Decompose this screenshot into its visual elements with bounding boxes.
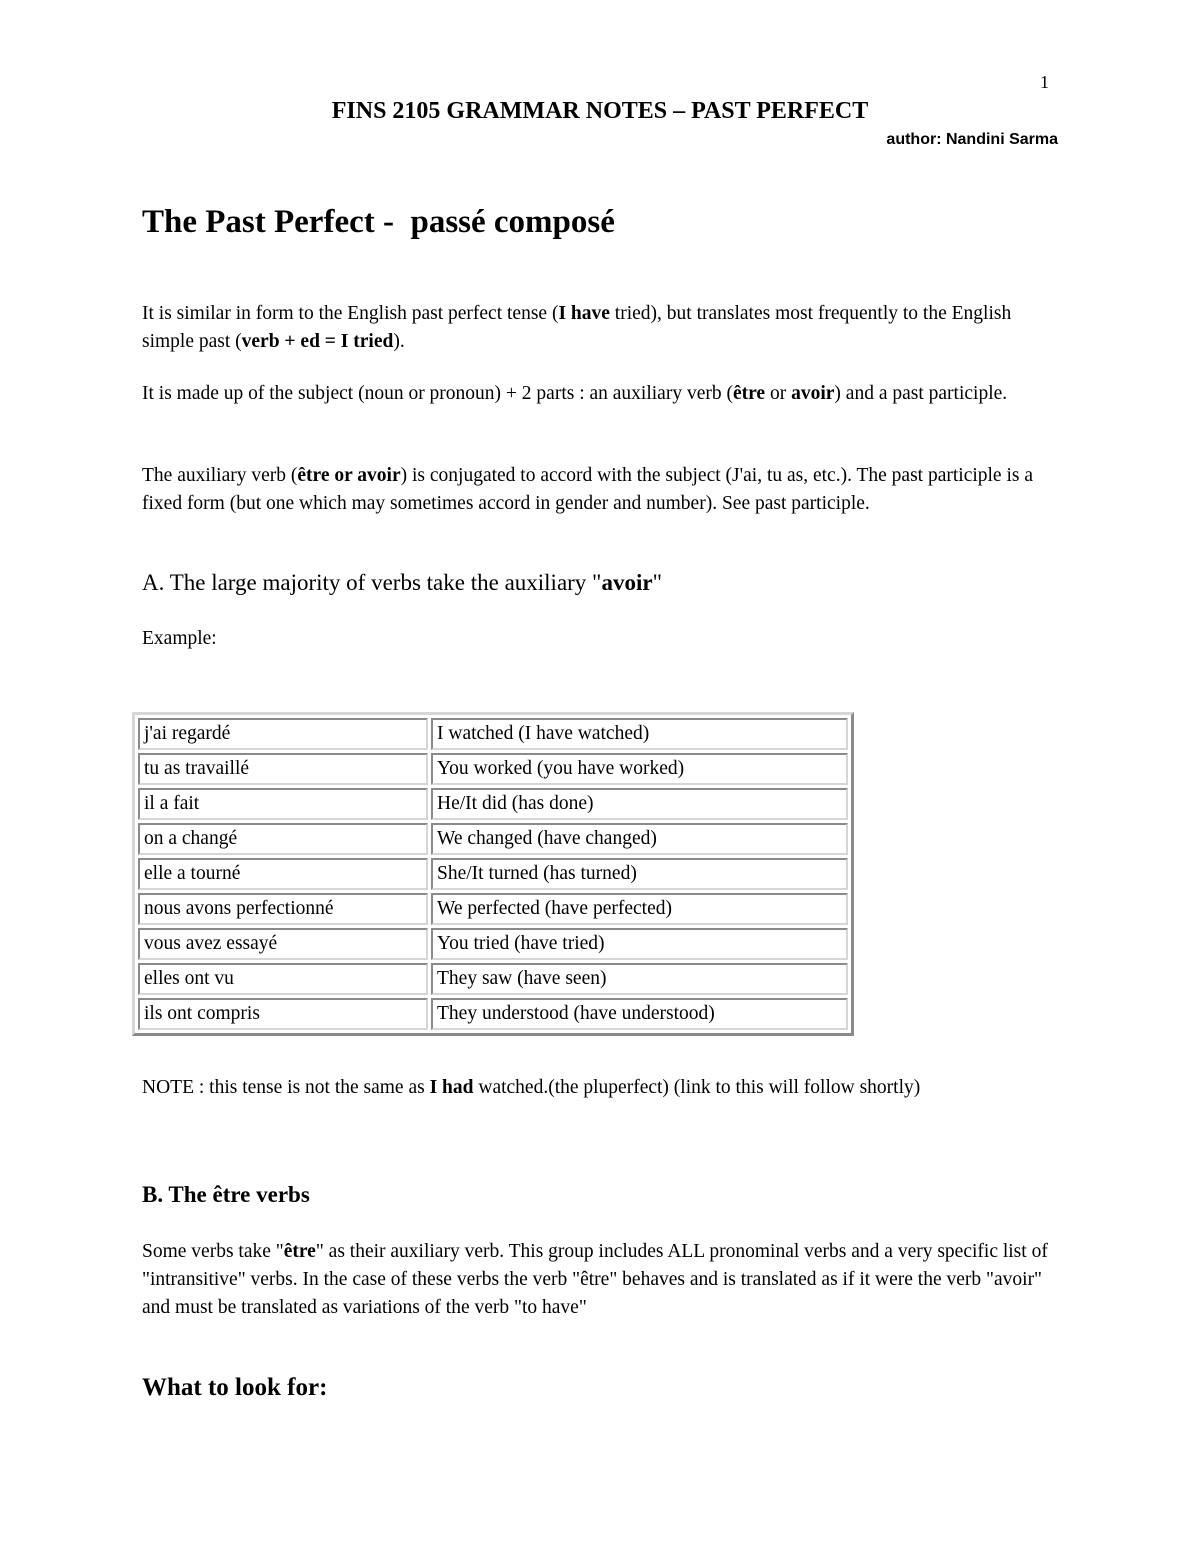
- english-translation-cell: They understood (have understood): [431, 998, 848, 1030]
- english-translation-cell: You worked (you have worked): [431, 753, 848, 785]
- english-translation-cell: We perfected (have perfected): [431, 893, 848, 925]
- french-form-cell: on a changé: [138, 823, 428, 855]
- french-form-cell: ils ont compris: [138, 998, 428, 1030]
- table-row: [138, 823, 848, 855]
- english-translation-cell: I watched (I have watched): [431, 718, 848, 750]
- author-line: author: Nandini Sarma: [886, 131, 1058, 148]
- french-form-cell: j'ai regardé: [138, 718, 428, 750]
- french-form-cell: nous avons perfectionné: [138, 893, 428, 925]
- section-b-paragraph: Some verbs take "être" as their auxiliary verb. This group includes ALL pronominal verbs and a very specific list of "intransitive" verbs. In the case of these verbs the verb "être" behaves and is translated as if it were the verb "avoir" and must be translated as variations of the verb "to have": [142, 1241, 1048, 1318]
- table-row: [138, 788, 848, 820]
- english-translation-cell: They saw (have seen): [431, 963, 848, 995]
- english-translation-cell: She/It turned (has turned): [431, 858, 848, 890]
- section-a-heading: A. The large majority of verbs take the auxiliary "avoir": [142, 570, 662, 595]
- example-label: Example:: [142, 628, 217, 649]
- english-translation-cell: You tried (have tried): [431, 928, 848, 960]
- what-to-look-for-heading: What to look for:: [142, 1374, 328, 1401]
- intro-paragraph-2: It is made up of the subject (noun or pronoun) + 2 parts : an auxiliary verb (être or avoir) and a past participle.: [142, 383, 1008, 404]
- french-form-cell: tu as travaillé: [138, 753, 428, 785]
- intro-paragraph-1: It is similar in form to the English past perfect tense (I have tried), but translates most frequently to the English simple past (verb + ed = I tried).: [142, 303, 1012, 352]
- section-b-heading: B. The être verbs: [142, 1182, 310, 1207]
- french-form-cell: il a fait: [138, 788, 428, 820]
- table-row: [138, 963, 848, 995]
- french-form-cell: vous avez essayé: [138, 928, 428, 960]
- page-title: The Past Perfect - passé composé: [142, 204, 615, 240]
- french-form-cell: elle a tourné: [138, 858, 428, 890]
- table-row: [138, 753, 848, 785]
- note-paragraph: NOTE : this tense is not the same as I had watched.(the pluperfect) (link to this will follow shortly): [142, 1077, 921, 1098]
- page-number: 1: [1040, 72, 1049, 92]
- table-row: [138, 893, 848, 925]
- english-translation-cell: He/It did (has done): [431, 788, 848, 820]
- intro-paragraph-3: The auxiliary verb (être or avoir) is conjugated to accord with the subject (J'ai, tu as, etc.). The past participle is a fixed form (but one which may sometimes accord in gender and number). See past participle.: [142, 465, 1033, 514]
- table-row: [138, 858, 848, 890]
- table-row: [138, 998, 848, 1030]
- english-translation-cell: We changed (have changed): [431, 823, 848, 855]
- table-row: [138, 718, 848, 750]
- french-form-cell: elles ont vu: [138, 963, 428, 995]
- conjugation-table: [132, 712, 854, 1036]
- document-header-title: FINS 2105 GRAMMAR NOTES – PAST PERFECT: [331, 98, 869, 124]
- table-row: [138, 928, 848, 960]
